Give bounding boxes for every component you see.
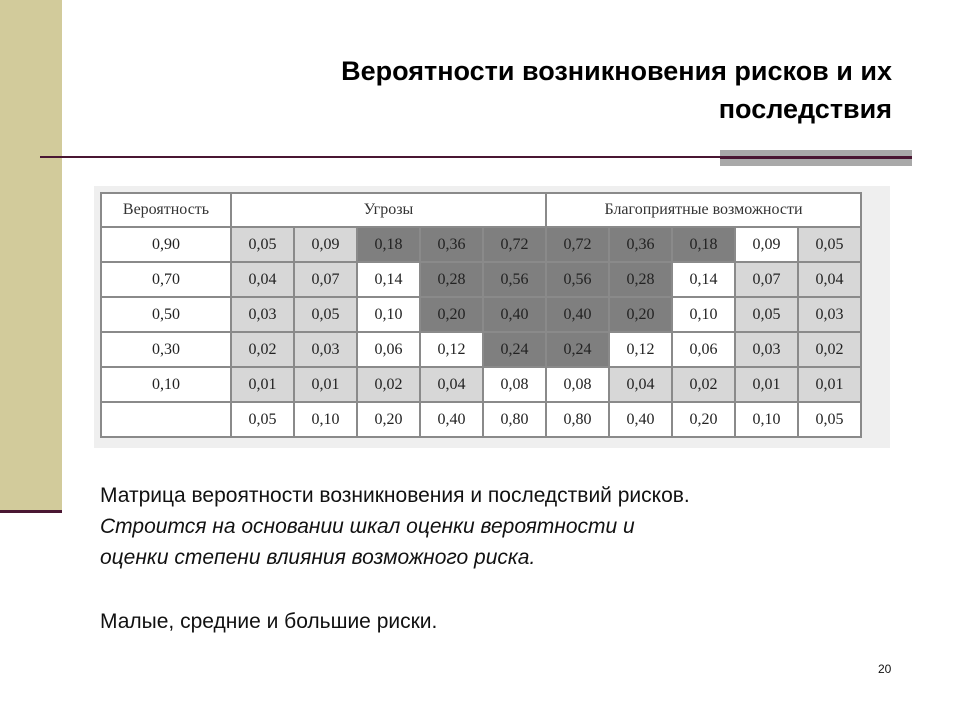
body-line-2: Строится на основании шкал оценки вероятности и [100, 515, 635, 538]
risk-matrix-table [100, 192, 862, 438]
matrix-cell: 0,04 [231, 262, 294, 297]
matrix-cell: 0,10 [735, 402, 798, 437]
matrix-cell: 0,04 [798, 262, 861, 297]
matrix-cell: 0,01 [231, 367, 294, 402]
table-row [101, 227, 861, 262]
matrix-cell: 0,20 [357, 402, 420, 437]
matrix-cell: 0,09 [735, 227, 798, 262]
matrix-cell: 0,12 [609, 332, 672, 367]
matrix-cell: 0,56 [483, 262, 546, 297]
matrix-cell: 0,10 [294, 402, 357, 437]
matrix-cell: 0,06 [672, 332, 735, 367]
matrix-cell: 0,40 [609, 402, 672, 437]
matrix-cell: 0,40 [420, 402, 483, 437]
matrix-cell: 0,07 [294, 262, 357, 297]
matrix-cell: 0,20 [672, 402, 735, 437]
matrix-cell: 0,36 [609, 227, 672, 262]
matrix-cell: 0,03 [735, 332, 798, 367]
slide-title [120, 52, 892, 128]
matrix-cell: 0,40 [546, 297, 609, 332]
matrix-cell: 0,24 [483, 332, 546, 367]
matrix-cell: 0,18 [357, 227, 420, 262]
matrix-cell: 0,09 [294, 227, 357, 262]
matrix-cell: 0,02 [798, 332, 861, 367]
slide-title-line2: последствия [718, 94, 892, 124]
matrix-cell: 0,02 [231, 332, 294, 367]
header-probability: Вероятность [101, 193, 231, 227]
table-row [101, 402, 861, 437]
matrix-cell: 0,01 [798, 367, 861, 402]
header-opportunities: Благоприятные возможности [546, 193, 861, 227]
table-row [101, 297, 861, 332]
matrix-cell: 0,03 [798, 297, 861, 332]
body-line-4: Малые, средние и большие риски. [100, 610, 438, 633]
matrix-cell: 0,05 [231, 227, 294, 262]
matrix-cell: 0,80 [546, 402, 609, 437]
matrix-cell: 0,72 [546, 227, 609, 262]
matrix-cell: 0,05 [798, 402, 861, 437]
matrix-cell: 0,72 [483, 227, 546, 262]
matrix-cell: 0,03 [294, 332, 357, 367]
title-accent-rule [720, 157, 912, 159]
matrix-cell: 0,02 [672, 367, 735, 402]
matrix-cell: 0,04 [420, 367, 483, 402]
matrix-cell: 0,05 [294, 297, 357, 332]
matrix-cell: 0,10 [672, 297, 735, 332]
table-row [101, 367, 861, 402]
slide-title-line1: Вероятности возникновения рисков и их [341, 56, 892, 86]
matrix-cell: 0,04 [609, 367, 672, 402]
body-line-1: Матрица вероятности возникновения и последствий рисков. [100, 484, 690, 507]
matrix-cell: 0,06 [357, 332, 420, 367]
risk-matrix-image [94, 186, 890, 448]
matrix-cell: 0,05 [798, 227, 861, 262]
matrix-cell: 0,28 [420, 262, 483, 297]
matrix-header-row [101, 193, 861, 227]
matrix-cell: 0,18 [672, 227, 735, 262]
matrix-cell: 0,12 [420, 332, 483, 367]
matrix-cell: 0,40 [483, 297, 546, 332]
probability-cell: 0,50 [101, 297, 231, 332]
matrix-cell: 0,80 [483, 402, 546, 437]
matrix-cell: 0,14 [357, 262, 420, 297]
matrix-cell: 0,08 [483, 367, 546, 402]
matrix-cell: 0,02 [357, 367, 420, 402]
probability-cell: 0,90 [101, 227, 231, 262]
table-row [101, 332, 861, 367]
matrix-cell: 0,05 [735, 297, 798, 332]
matrix-cell: 0,36 [420, 227, 483, 262]
sidebar-decoration [0, 0, 62, 512]
matrix-cell: 0,07 [735, 262, 798, 297]
probability-cell [101, 402, 231, 437]
probability-cell: 0,70 [101, 262, 231, 297]
matrix-cell: 0,20 [420, 297, 483, 332]
matrix-cell: 0,24 [546, 332, 609, 367]
header-threats: Угрозы [231, 193, 546, 227]
sidebar-rule [0, 510, 62, 513]
matrix-cell: 0,56 [546, 262, 609, 297]
slide-body [100, 480, 900, 637]
matrix-body [101, 227, 861, 437]
matrix-cell: 0,28 [609, 262, 672, 297]
matrix-cell: 0,14 [672, 262, 735, 297]
body-line-3: оценки степени влияния возможного риска. [100, 546, 536, 569]
page-number: 20 [878, 662, 892, 676]
matrix-cell: 0,08 [546, 367, 609, 402]
matrix-cell: 0,01 [735, 367, 798, 402]
probability-cell: 0,30 [101, 332, 231, 367]
matrix-cell: 0,03 [231, 297, 294, 332]
matrix-cell: 0,05 [231, 402, 294, 437]
table-row [101, 262, 861, 297]
probability-cell: 0,10 [101, 367, 231, 402]
matrix-cell: 0,10 [357, 297, 420, 332]
matrix-cell: 0,20 [609, 297, 672, 332]
matrix-cell: 0,01 [294, 367, 357, 402]
